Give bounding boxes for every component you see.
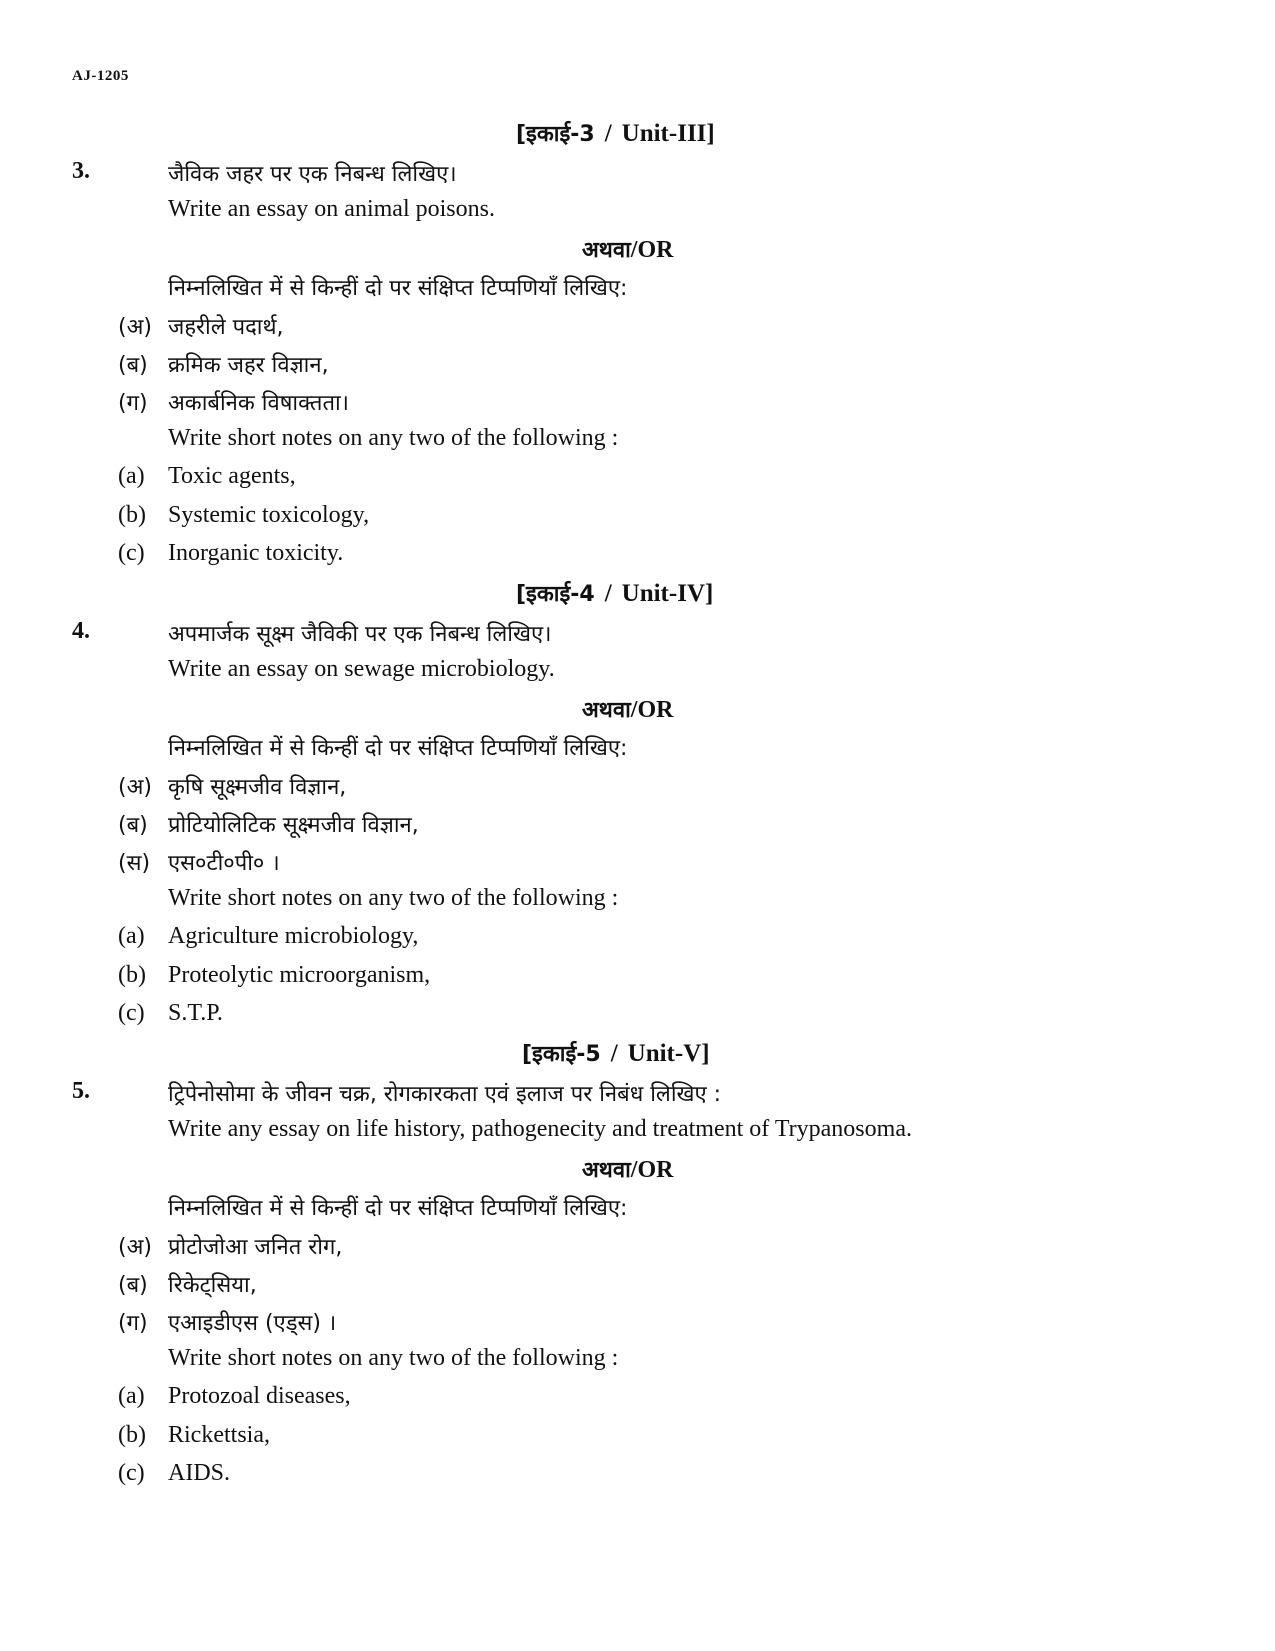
question-5-hindi: ट्रिपेनोसोमा के जीवन चक्र, रोगकारकता एवं इलाज पर निबंध लिखिए :	[168, 1082, 722, 1107]
question-4-alt-english: Write short notes on any two of the following :	[168, 885, 619, 911]
q4-english-item-label: (a)	[118, 923, 145, 949]
q4-hindi-item: एस०टी०पी० ।	[168, 851, 280, 876]
unit-5-hindi: [इकाई-5	[522, 1042, 601, 1067]
paper-code: AJ-1205	[72, 68, 129, 84]
question-5-english: Write any essay on life history, pathogenecity and treatment of Trypanosoma.	[168, 1116, 912, 1142]
q4-english-item: Proteolytic microorganism,	[168, 962, 431, 988]
q3-hindi-item: क्रमिक जहर विज्ञान,	[168, 353, 329, 378]
unit-5-english: Unit-V]	[627, 1040, 710, 1067]
question-3-alt-hindi: निम्नलिखित में से किन्हीं दो पर संक्षिप्त टिप्पणियाँ लिखिए:	[168, 276, 628, 301]
q3-english-item: Inorganic toxicity.	[168, 540, 344, 566]
unit-4-separator: /	[604, 580, 612, 607]
unit-5-heading	[522, 1038, 710, 1068]
question-4-english: Write an essay on sewage microbiology.	[168, 656, 555, 682]
or-hindi: अथवा	[582, 238, 631, 263]
question-5-alt-english: Write short notes on any two of the following :	[168, 1345, 619, 1371]
q4-english-item-label: (c)	[118, 1000, 145, 1026]
q5-english-item: Rickettsia,	[168, 1422, 270, 1448]
q5-english-item-label: (c)	[118, 1460, 145, 1486]
q3-hindi-item-label: (ब)	[118, 353, 148, 378]
question-5-or	[582, 1154, 673, 1184]
q4-hindi-item: कृषि सूक्ष्मजीव विज्ञान,	[168, 775, 347, 800]
q5-hindi-item: प्रोटोजोआ जनित रोग,	[168, 1235, 343, 1260]
unit-3-english: Unit-III]	[621, 120, 715, 147]
question-5-alt-hindi: निम्नलिखित में से किन्हीं दो पर संक्षिप्त टिप्पणियाँ लिखिए:	[168, 1196, 628, 1221]
unit-3-separator: /	[604, 120, 612, 147]
q4-hindi-item: प्रोटियोलिटिक सूक्ष्मजीव विज्ञान,	[168, 813, 419, 838]
q3-hindi-item-label: (अ)	[118, 315, 152, 340]
q3-english-item-label: (b)	[118, 502, 146, 528]
unit-3-heading	[516, 118, 715, 148]
question-4-or	[582, 694, 673, 724]
q5-english-item: Protozoal diseases,	[168, 1383, 351, 1409]
q3-hindi-item-label: (ग)	[118, 391, 148, 416]
question-3-alt-english: Write short notes on any two of the following :	[168, 425, 619, 451]
or-hindi: अथवा	[582, 698, 631, 723]
q5-hindi-item: एआइडीएस (एड्स) ।	[168, 1311, 337, 1336]
question-4-alt-hindi: निम्नलिखित में से किन्हीं दो पर संक्षिप्त टिप्पणियाँ लिखिए:	[168, 736, 628, 761]
or-english: /OR	[630, 697, 674, 723]
q4-hindi-item-label: (अ)	[118, 775, 152, 800]
question-3-hindi: जैविक जहर पर एक निबन्ध लिखिए।	[168, 162, 457, 187]
or-english: /OR	[630, 1157, 674, 1183]
q3-english-item: Toxic agents,	[168, 463, 296, 489]
q5-hindi-item-label: (ब)	[118, 1273, 148, 1298]
unit-5-separator: /	[610, 1040, 618, 1067]
or-hindi: अथवा	[582, 1158, 631, 1183]
question-5-number: 5.	[72, 1078, 90, 1104]
q5-english-item-label: (a)	[118, 1383, 145, 1409]
unit-4-hindi: [इकाई-4	[516, 582, 595, 607]
question-4-hindi: अपमार्जक सूक्ष्म जैविकी पर एक निबन्ध लिखिए।	[168, 622, 552, 647]
q4-english-item: S.T.P.	[168, 1000, 223, 1026]
or-english: /OR	[630, 237, 674, 263]
q3-english-item-label: (c)	[118, 540, 145, 566]
q4-english-item: Agriculture microbiology,	[168, 923, 419, 949]
q3-hindi-item: जहरीले पदार्थ,	[168, 315, 284, 340]
q5-hindi-item: रिकेट्सिया,	[168, 1273, 257, 1298]
q5-english-item: AIDS.	[168, 1460, 231, 1486]
q3-english-item-label: (a)	[118, 463, 145, 489]
question-3-number: 3.	[72, 158, 90, 184]
unit-4-english: Unit-IV]	[621, 580, 714, 607]
q5-hindi-item-label: (अ)	[118, 1235, 152, 1260]
q3-hindi-item: अकार्बनिक विषाक्तता।	[168, 391, 350, 416]
question-3-english: Write an essay on animal poisons.	[168, 196, 495, 222]
unit-4-heading	[516, 578, 713, 608]
q3-english-item: Systemic toxicology,	[168, 502, 370, 528]
q5-english-item-label: (b)	[118, 1422, 146, 1448]
question-4-number: 4.	[72, 618, 90, 644]
q4-hindi-item-label: (स)	[118, 851, 151, 876]
question-3-or	[582, 234, 673, 264]
q4-hindi-item-label: (ब)	[118, 813, 148, 838]
unit-3-hindi: [इकाई-3	[516, 122, 595, 147]
q4-english-item-label: (b)	[118, 962, 146, 988]
q5-hindi-item-label: (ग)	[118, 1311, 148, 1336]
